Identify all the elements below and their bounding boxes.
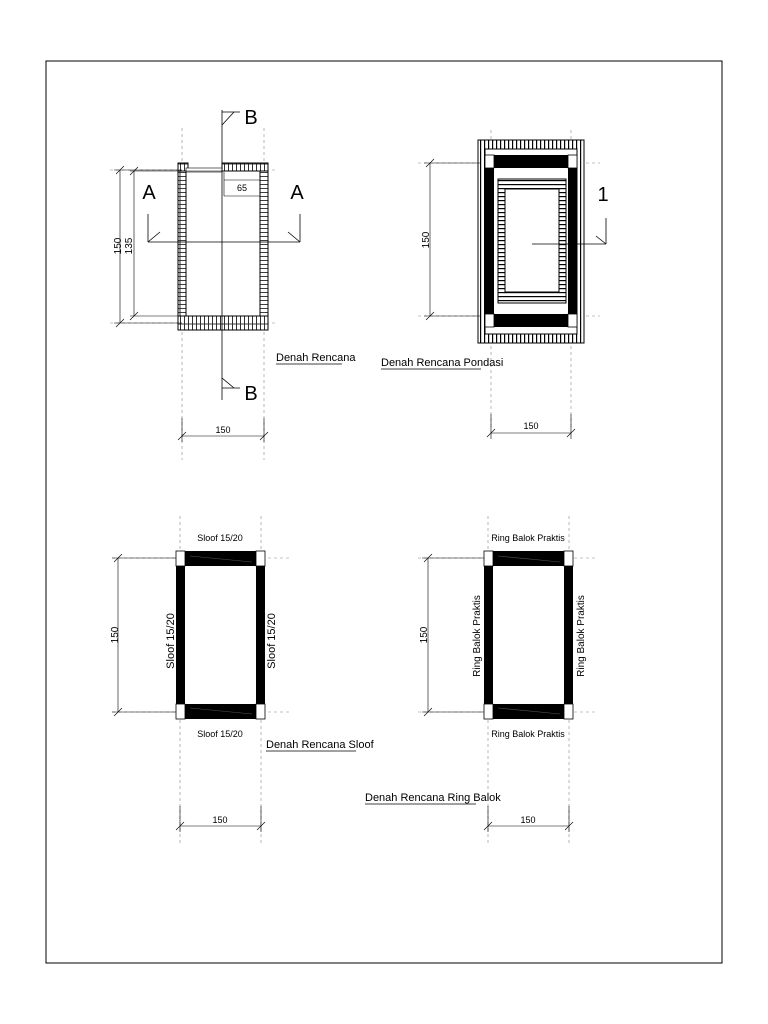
- section-1-label: 1: [597, 184, 609, 206]
- wall-bottom: [178, 316, 268, 330]
- sloof-label-bottom: Sloof 15/20: [197, 729, 243, 739]
- plan-caption: Denah Rencana: [276, 352, 356, 364]
- ring-beam-label-top: Ring Balok Praktis: [491, 533, 565, 543]
- ring-beam-caption: Denah Rencana Ring Balok: [365, 792, 501, 804]
- wall-right: [260, 163, 268, 330]
- door-dimension: 65: [236, 183, 248, 193]
- section-b-bottom-label: B: [244, 383, 258, 405]
- foundation-caption: Denah Rencana Pondasi: [381, 357, 504, 369]
- ring-beam-label-right: Ring Balok Praktis: [576, 595, 587, 677]
- door-opening: [186, 168, 222, 172]
- foundation-height-dimension: 150: [421, 231, 432, 249]
- plan-height-outer-dimension: 150: [113, 237, 124, 255]
- sloof-plan: [110, 516, 375, 845]
- wall-top-right: [222, 163, 268, 171]
- sloof-height-dimension: 150: [110, 626, 121, 644]
- wall-left: [178, 163, 186, 330]
- plan-width-dimension: 150: [215, 425, 231, 435]
- section-a-left-label: A: [142, 182, 156, 204]
- ring-beam-height-dimension: 150: [419, 626, 430, 644]
- ring-beam-label-left: Ring Balok Praktis: [472, 595, 483, 677]
- foundation-width-dimension: 150: [523, 421, 539, 431]
- sloof-width-dimension: 150: [212, 815, 228, 825]
- plan-height-inner-dimension: 135: [124, 237, 135, 255]
- section-b-top-label: B: [244, 107, 258, 129]
- ring-beam-plan: [365, 516, 598, 845]
- sloof-label-left: Sloof 15/20: [165, 613, 177, 669]
- floor-plan: [110, 107, 356, 460]
- sloof-label-top: Sloof 15/20: [197, 533, 243, 543]
- sloof-label-right: Sloof 15/20: [266, 613, 278, 669]
- ring-beam-label-bottom: Ring Balok Praktis: [491, 729, 565, 739]
- ring-beam-width-dimension: 150: [520, 815, 536, 825]
- foundation-plan: [381, 130, 609, 439]
- section-a-right-label: A: [290, 182, 304, 204]
- sloof-caption: Denah Rencana Sloof: [266, 739, 374, 751]
